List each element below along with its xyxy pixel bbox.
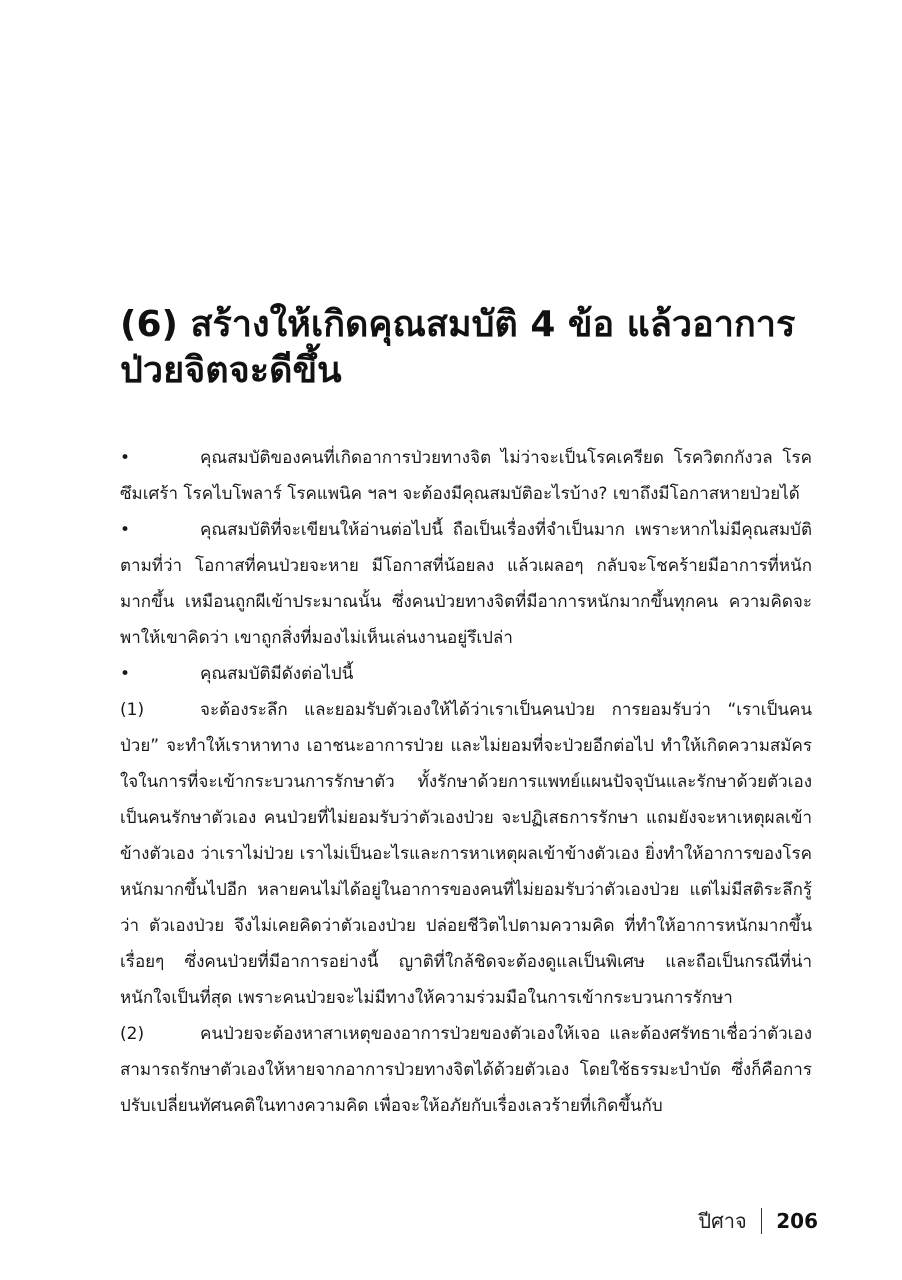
paragraph-item-2 [120,1016,812,1124]
paragraph-text: คุณสมบัติมีดังต่อไปนี้ [200,664,354,684]
paragraph-item-1 [120,692,812,1016]
bullet-marker: • [120,448,131,468]
book-title: ปีศาจ [698,1209,747,1233]
footer-divider [761,1208,763,1234]
bullet-marker: • [120,664,131,684]
body-text [120,440,812,1124]
bullet-marker: • [120,520,131,540]
heading-line-2: ป่วยจิตจะดีขึ้น [120,350,342,391]
item-number: (1) [120,700,145,720]
chapter-heading [120,302,820,394]
paragraph-text: คนป่วยจะต้องหาสาเหตุของอาการป่วยของตัวเองให้เจอ และต้องศรัทธาเชื่อว่าตัวเองสามารถรักษาตัวเองให้หายจากอาการป่วยทางจิตได้ด้วยตัวเอง โดยใช้ธรรมะบำบัด ซึ่งก็คือการปรับเปลี่ยนทัศนคติในทางความคิด เพื่อจะให้อภัยกับเรื่องเลวร้ายที่เกิดขึ้นกับ [120,1024,812,1116]
paragraph-bullet-1 [120,440,812,512]
heading-line-1: (6) สร้างให้เกิดคุณสมบัติ 4 ข้อ แล้วอาการ [120,304,796,345]
paragraph-text: จะต้องระลึก และยอมรับตัวเองให้ได้ว่าเราเป็นคนป่วย การยอมรับว่า “เราเป็นคนป่วย” จะทำให้เราหาทาง เอาชนะอาการป่วย และไม่ยอมที่จะป่วยอีกต่อไป ทำให้เกิดความสมัครใจในการที่จะเข้ากระบวนการรักษาตัว ทั้งรักษาด้วยการแพทย์แผนปัจจุบันและรักษาด้วยตัวเองเป็นคนรักษาตัวเอง คนป่วยที่ไม่ยอมรับว่าตัวเองป่วย จะปฏิเสธการรักษา แถมยังจะหาเหตุผลเข้าข้างตัวเอง ว่าเราไม่ป่วย เราไม่เป็นอะไรและการหาเหตุผลเข้าข้างตัวเอง ยิ่งทำให้อาการของโรคหนักมากขึ้นไปอีก หลายคนไม่ได้อยู่ในอาการของคนที่ไม่ยอมรับว่าตัวเองป่วย แต่ไม่มีสติระลึกรู้ว่า ตัวเองป่วย จึงไม่เคยคิดว่าตัวเองป่วย ปล่อยชีวิตไปตามความคิด ที่ทำให้อาการหนักมากขึ้นเรื่อยๆ ซึ่งคนป่วยที่มีอาการอย่างนี้ ญาติที่ใกล้ชิดจะต้องดูแลเป็นพิเศษ และถือเป็นกรณีที่น่าหนักใจเป็นที่สุด เพราะคนป่วยจะไม่มีทางให้ความร่วมมือในการเข้ากระบวนการรักษา [120,700,812,1008]
item-number: (2) [120,1024,145,1044]
page-footer [698,1206,818,1236]
paragraph-bullet-2 [120,512,812,656]
page-number: 206 [776,1209,818,1233]
paragraph-text: คุณสมบัติที่จะเขียนให้อ่านต่อไปนี้ ถือเป็นเรื่องที่จำเป็นมาก เพราะหากไม่มีคุณสมบัติตามที่ว่า โอกาสที่คนป่วยจะหาย มีโอกาสที่น้อยลง แล้วเผลอๆ กลับจะโชคร้ายมีอาการที่หนักมากขึ้น เหมือนถูกผีเข้าประมาณนั้น ซึ่งคนป่วยทางจิตที่มีอาการหนักมากขึ้นทุกคน ความคิดจะพาให้เขาคิดว่า เขาถูกสิ่งที่มองไม่เห็นเล่นงานอยู่รึเปล่า [120,520,812,648]
paragraph-text: คุณสมบัติของคนที่เกิดอาการป่วยทางจิต ไม่ว่าจะเป็นโรคเครียด โรควิตกกังวล โรคซึมเศร้า โรคไบโพลาร์ โรคแพนิค ฯลฯ จะต้องมีคุณสมบัติอะไรบ้าง? เขาถึงมีโอกาสหายป่วยได้ [120,448,812,504]
paragraph-bullet-3 [120,656,812,692]
